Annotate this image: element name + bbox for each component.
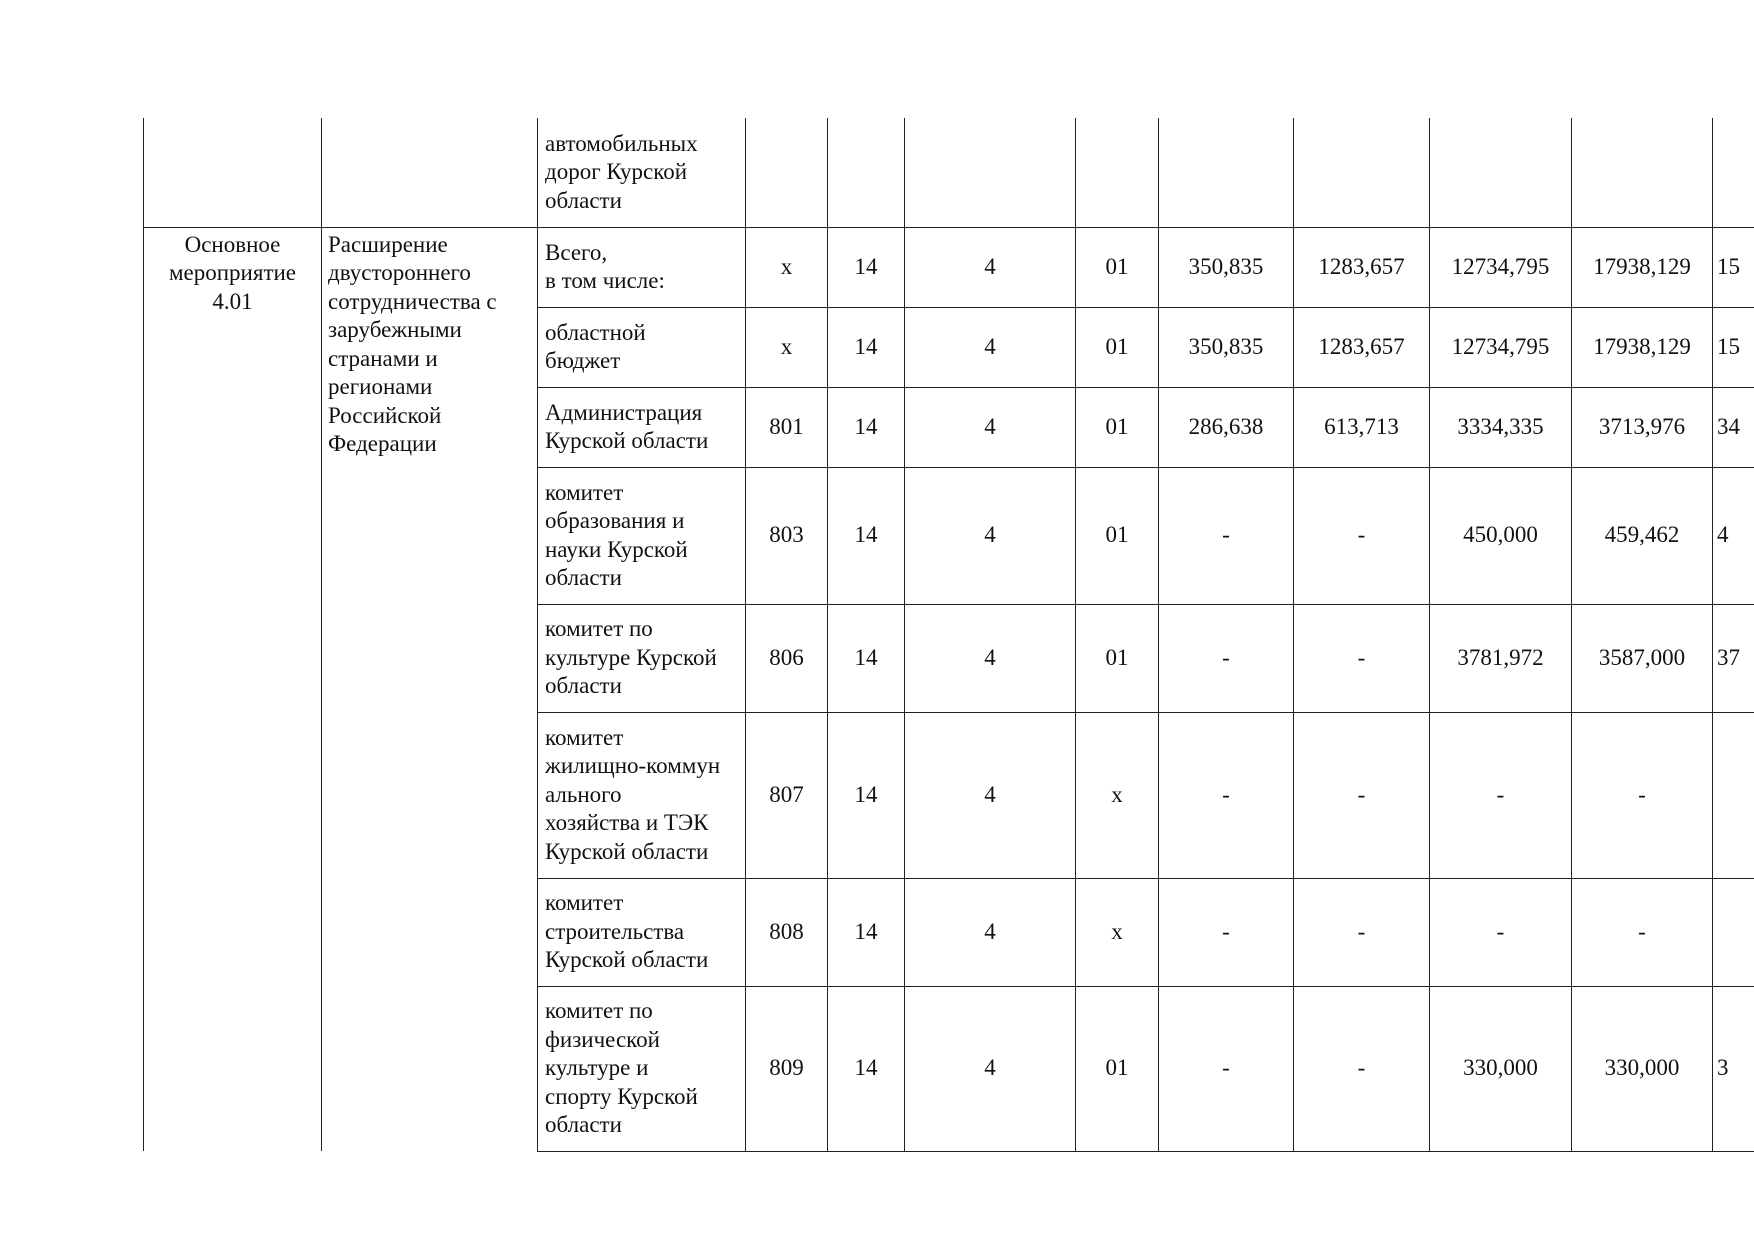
responsible-line: области — [545, 1112, 622, 1138]
cs-cell: x — [1076, 712, 1159, 878]
measure-name-line: Расширение — [328, 231, 448, 257]
cs-cell — [1076, 118, 1159, 227]
measure-name-line: странами и — [328, 345, 438, 371]
responsible-line: бюджет — [545, 348, 621, 373]
responsible-line: области — [545, 187, 622, 213]
rz-cell: 14 — [828, 604, 905, 712]
pr-cell: 4 — [905, 878, 1076, 986]
rz-cell: 14 — [828, 878, 905, 986]
pr-cell: 4 — [905, 604, 1076, 712]
value-cell: 3587,000 — [1572, 604, 1713, 712]
responsible-line: спорту Курской — [545, 1083, 698, 1109]
value-cell: - — [1159, 467, 1294, 604]
pr-cell: 4 — [905, 227, 1076, 307]
responsible-cell — [538, 227, 746, 307]
cs-cell: 01 — [1076, 307, 1159, 387]
value-cell: - — [1294, 467, 1430, 604]
value-cell: - — [1294, 878, 1430, 986]
cs-cell: x — [1076, 878, 1159, 986]
pr-cell: 4 — [905, 712, 1076, 878]
value-cell: 350,835 — [1159, 227, 1294, 307]
responsible-cell — [538, 712, 746, 878]
value-cell: 3334,335 — [1430, 387, 1572, 467]
value-cell: - — [1430, 878, 1572, 986]
value-cell: - — [1159, 986, 1294, 1151]
responsible-line: дорог Курской — [545, 159, 688, 184]
measure-name-line: сотрудничества с — [328, 288, 497, 314]
measure-name-line: Российской — [328, 402, 442, 428]
responsible-line: комитет по — [545, 616, 653, 642]
table-row-continuation — [144, 118, 1754, 227]
grbs-cell: 809 — [746, 986, 828, 1151]
pr-cell — [905, 118, 1076, 227]
measure-name-cell — [322, 227, 538, 1151]
responsible-cell — [538, 118, 746, 227]
budget-table — [143, 118, 1754, 1152]
value-cell — [1572, 118, 1713, 227]
responsible-line: жилищно-коммун — [545, 753, 721, 779]
value-cell: - — [1430, 712, 1572, 878]
responsible-line: области — [545, 565, 622, 590]
cs-cell: 01 — [1076, 387, 1159, 467]
pr-cell: 4 — [905, 467, 1076, 604]
responsible-line: комитет — [545, 890, 624, 916]
responsible-line: в том числе: — [545, 268, 665, 293]
grbs-cell — [746, 118, 828, 227]
name-cell-continued — [322, 118, 538, 227]
responsible-line: образования и — [545, 508, 685, 533]
responsible-line: хозяйства и ТЭК — [545, 810, 709, 836]
value-cell: 15 — [1713, 307, 1754, 387]
responsible-cell — [538, 878, 746, 986]
value-cell — [1430, 118, 1572, 227]
grbs-cell: x — [746, 307, 828, 387]
rz-cell: 14 — [828, 227, 905, 307]
rz-cell: 14 — [828, 712, 905, 878]
grbs-cell: 806 — [746, 604, 828, 712]
responsible-line: областной — [545, 319, 646, 345]
responsible-line: области — [545, 673, 622, 699]
value-cell: 12734,795 — [1430, 227, 1572, 307]
measure-name-line: регионами — [328, 374, 433, 399]
value-cell — [1713, 118, 1754, 227]
grbs-cell: x — [746, 227, 828, 307]
rz-cell: 14 — [828, 986, 905, 1151]
responsible-cell — [538, 986, 746, 1151]
responsible-line: автомобильных — [545, 130, 698, 156]
value-cell: 37 — [1713, 604, 1754, 712]
value-cell: 3713,976 — [1572, 387, 1713, 467]
value-cell: 350,835 — [1159, 307, 1294, 387]
pr-cell: 4 — [905, 387, 1076, 467]
value-cell — [1159, 118, 1294, 227]
responsible-cell — [538, 467, 746, 604]
measure-name-line: Федерации — [328, 431, 437, 456]
value-cell: 3781,972 — [1430, 604, 1572, 712]
measure-code-cell — [144, 227, 322, 1151]
responsible-line: Администрация — [545, 399, 703, 425]
grbs-cell: 801 — [746, 387, 828, 467]
budget-table-body — [144, 118, 1754, 1151]
measure-name-line: зарубежными — [328, 317, 462, 342]
code-cell-continued — [144, 118, 322, 227]
grbs-cell: 803 — [746, 467, 828, 604]
responsible-line: строительства — [545, 918, 685, 944]
measure-name-line: двустороннего — [328, 260, 471, 285]
responsible-line: Всего, — [545, 239, 608, 265]
value-cell: 1283,657 — [1294, 307, 1430, 387]
value-cell: 15 — [1713, 227, 1754, 307]
value-cell: - — [1294, 986, 1430, 1151]
value-cell: 34 — [1713, 387, 1754, 467]
grbs-cell: 807 — [746, 712, 828, 878]
rz-cell: 14 — [828, 387, 905, 467]
responsible-line: культуре Курской — [545, 644, 717, 670]
value-cell: - — [1294, 712, 1430, 878]
rz-cell: 14 — [828, 467, 905, 604]
value-cell: 3 — [1713, 986, 1754, 1151]
value-cell: 330,000 — [1430, 986, 1572, 1151]
responsible-cell — [538, 307, 746, 387]
value-cell: - — [1572, 878, 1713, 986]
value-cell: 17938,129 — [1572, 307, 1713, 387]
responsible-line: физической — [545, 1026, 660, 1052]
responsible-line: науки Курской — [545, 536, 688, 562]
responsible-line: культуре и — [545, 1055, 649, 1081]
responsible-line: Курской области — [545, 428, 709, 453]
value-cell: - — [1159, 878, 1294, 986]
responsible-line: Курской области — [545, 947, 709, 973]
responsible-line: комитет — [545, 479, 624, 505]
cs-cell: 01 — [1076, 986, 1159, 1151]
value-cell: - — [1159, 604, 1294, 712]
value-cell: - — [1159, 712, 1294, 878]
value-cell: 4 — [1713, 467, 1754, 604]
table-row — [144, 227, 1754, 307]
responsible-line: Курской области — [545, 838, 709, 864]
value-cell: 330,000 — [1572, 986, 1713, 1151]
responsible-cell — [538, 387, 746, 467]
responsible-line: комитет по — [545, 998, 653, 1024]
cs-cell: 01 — [1076, 227, 1159, 307]
pr-cell: 4 — [905, 986, 1076, 1151]
rz-cell — [828, 118, 905, 227]
measure-code-line: Основное — [184, 231, 281, 257]
value-cell: 459,462 — [1572, 467, 1713, 604]
value-cell: 286,638 — [1159, 387, 1294, 467]
value-cell: - — [1572, 712, 1713, 878]
responsible-line: комитет — [545, 724, 624, 750]
value-cell: 12734,795 — [1430, 307, 1572, 387]
measure-code-line: мероприятие — [168, 260, 297, 285]
cs-cell: 01 — [1076, 604, 1159, 712]
responsible-line: ального — [545, 781, 622, 807]
value-cell: 17938,129 — [1572, 227, 1713, 307]
pr-cell: 4 — [905, 307, 1076, 387]
responsible-cell — [538, 604, 746, 712]
value-cell: - — [1294, 604, 1430, 712]
value-cell: 613,713 — [1294, 387, 1430, 467]
value-cell — [1713, 712, 1754, 878]
value-cell — [1713, 878, 1754, 986]
value-cell: 450,000 — [1430, 467, 1572, 604]
value-cell: 1283,657 — [1294, 227, 1430, 307]
rz-cell: 14 — [828, 307, 905, 387]
grbs-cell: 808 — [746, 878, 828, 986]
value-cell — [1294, 118, 1430, 227]
measure-code-line: 4.01 — [212, 288, 253, 314]
cs-cell: 01 — [1076, 467, 1159, 604]
